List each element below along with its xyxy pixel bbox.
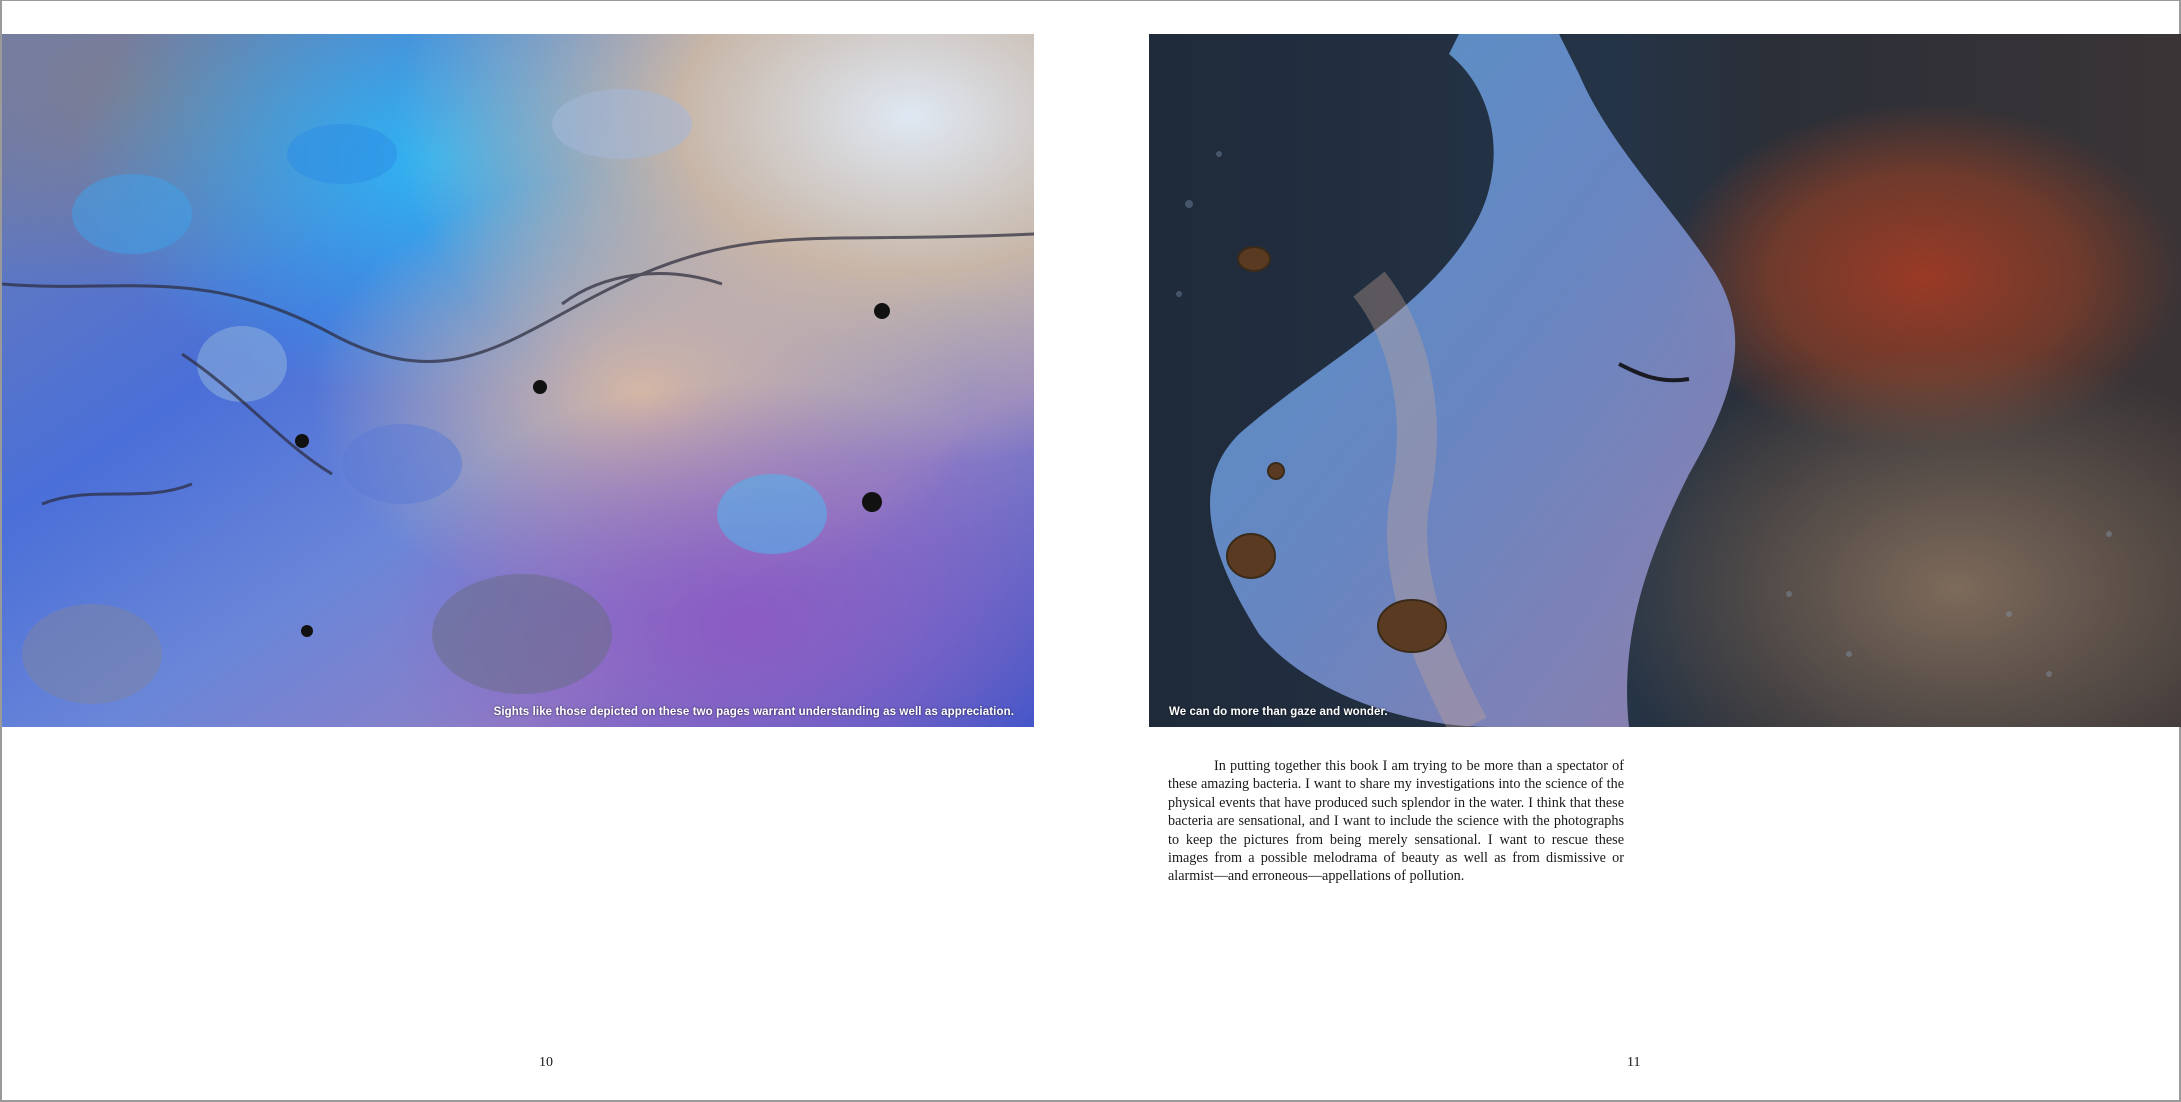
photo-left-image (2, 34, 1034, 727)
photo-right-image (1149, 34, 2181, 727)
photo-caption-left: Sights like those depicted on these two pages warrant understanding as well as appreciation. (493, 706, 1014, 718)
body-paragraph: In putting together this book I am trying to be more than a spectator of these amazing bacteria. I want to share my investigations into the science of the physical events that have produced such splendor in the water. I think that these bacteria are sensational, and I want to include the science with the photographs to keep the pictures from being merely sensational. I want to rescue these images from a possible melodrama of beauty as well as from dismissive or alarmist—and erroneous—appellations of pollution. (1168, 758, 1624, 885)
right-page (1093, 1, 2181, 1100)
left-page (2, 1, 1092, 1100)
iridescent-film-photo-left (2, 34, 1034, 727)
page-number-left: 10 (539, 1055, 553, 1070)
page-number-right: 11 (1627, 1055, 1641, 1070)
bacterial-film-photo-right (1149, 34, 2181, 727)
photo-caption-right: We can do more than gaze and wonder. (1169, 706, 1388, 718)
